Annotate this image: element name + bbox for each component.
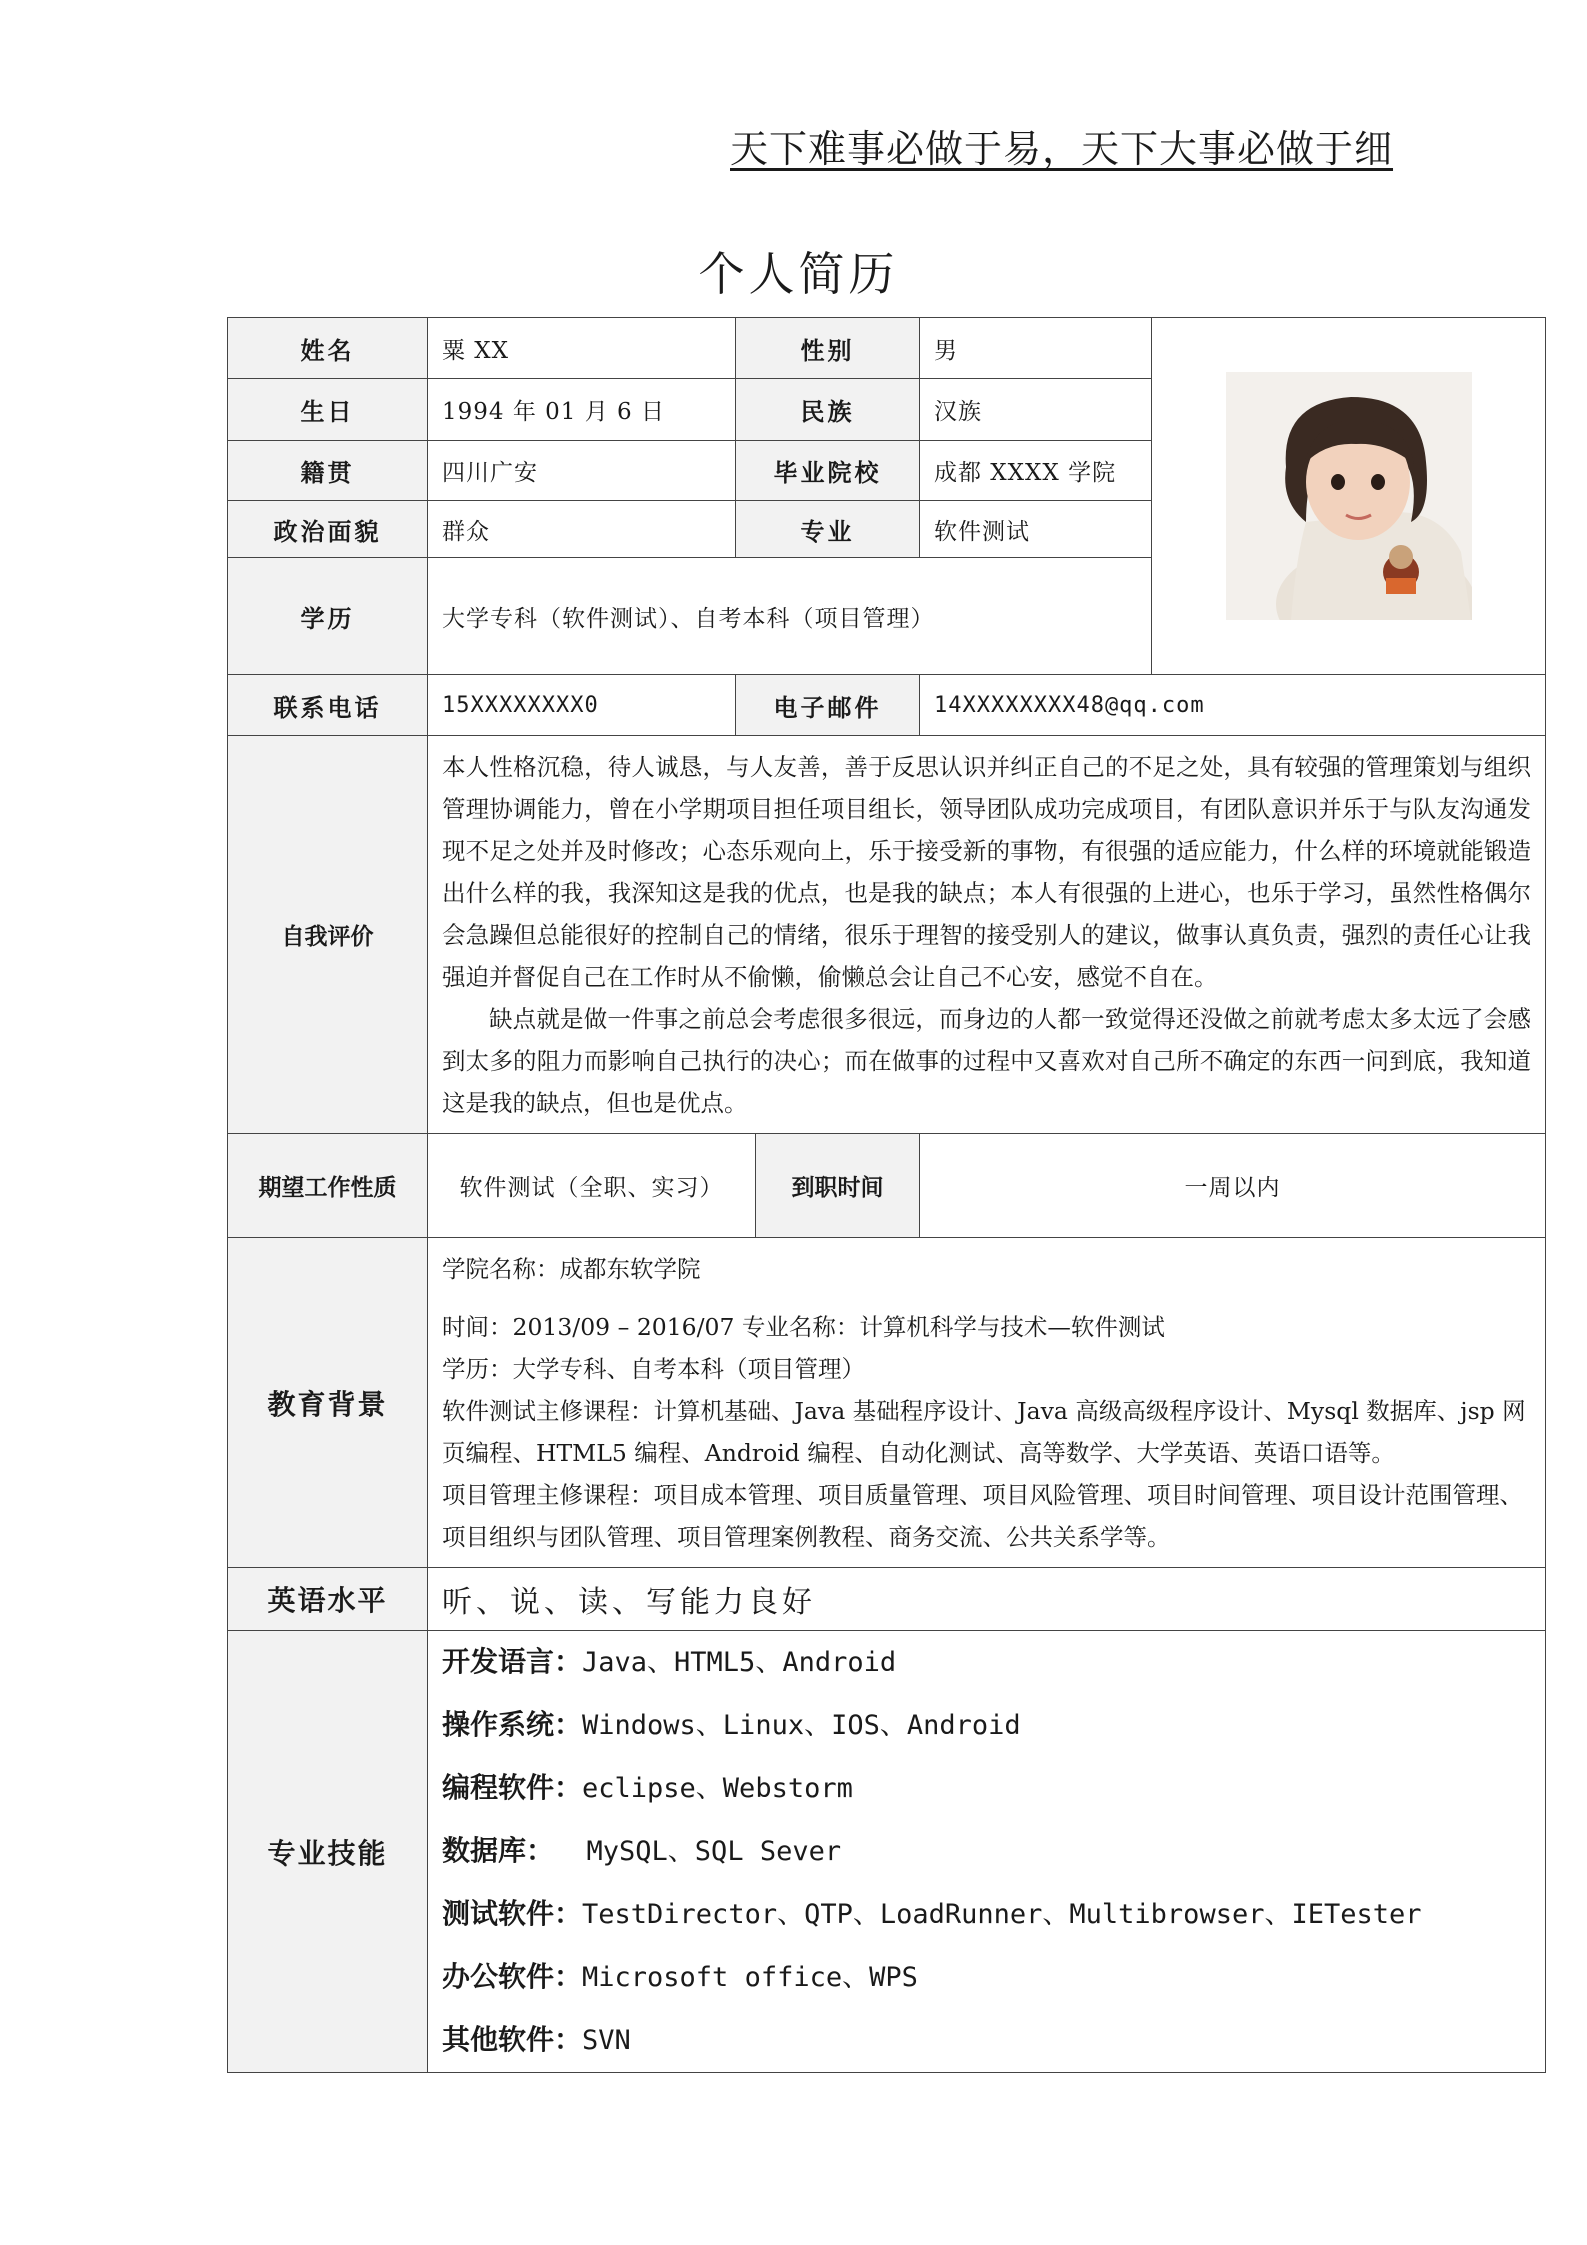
major-label: 专业 bbox=[736, 501, 920, 558]
degree-label: 学历 bbox=[228, 558, 428, 675]
skill-name: 办公软件： bbox=[442, 1960, 583, 1993]
job-type-label: 期望工作性质 bbox=[228, 1134, 428, 1238]
self-eval-text bbox=[428, 736, 1546, 1134]
job-type-value: 软件测试（全职、实习） bbox=[428, 1134, 756, 1238]
political-value: 群众 bbox=[428, 501, 736, 558]
native-label: 籍贯 bbox=[228, 441, 428, 501]
skill-name: 开发语言： bbox=[442, 1645, 583, 1678]
skill-value: MySQL、SQL Sever bbox=[554, 1836, 842, 1867]
resume-table bbox=[227, 317, 1546, 2073]
motto: 天下难事必做于易，天下大事必做于细 bbox=[730, 127, 1394, 171]
skill-value: eclipse、Webstorm bbox=[582, 1773, 853, 1804]
email-value: 14XXXXXXXX48@qq.com bbox=[920, 675, 1546, 736]
skill-name: 操作系统： bbox=[442, 1708, 583, 1741]
political-label: 政治面貌 bbox=[228, 501, 428, 558]
birth-label: 生日 bbox=[228, 379, 428, 441]
education-line: 软件测试主修课程：计算机基础、Java 基础程序设计、Java 高级高级程序设计、Mysql 数据库、jsp 网页编程、HTML5 编程、Android 编程、自动化测试、高等数学、大学英语、英语口语等。 bbox=[442, 1396, 1526, 1467]
skill-item bbox=[442, 1883, 1531, 1946]
skill-item bbox=[442, 1631, 1531, 1694]
skill-item bbox=[442, 1694, 1531, 1757]
english-value: 听、说、读、写能力良好 bbox=[428, 1568, 1546, 1631]
start-time-label: 到职时间 bbox=[756, 1134, 920, 1238]
birth-value: 1994 年 01 月 6 日 bbox=[428, 379, 736, 441]
email-label: 电子邮件 bbox=[736, 675, 920, 736]
major-value: 软件测试 bbox=[920, 501, 1152, 558]
skill-name: 其他软件： bbox=[442, 2023, 583, 2056]
self-eval-paragraph: 缺点就是做一件事之前总会考虑很多很远，而身边的人都一致觉得还没做之前就考虑太多太远了会感到太多的阻力而影响自己执行的决心；而在做事的过程中又喜欢对自己所不确定的东西一问到底，我知道这是我的缺点，但也是优点。 bbox=[442, 1004, 1531, 1117]
gender-label: 性别 bbox=[736, 318, 920, 379]
phone-value: 15XXXXXXXX0 bbox=[428, 675, 736, 736]
gender-value: 男 bbox=[920, 318, 1152, 379]
skills-content bbox=[428, 1631, 1546, 2073]
skills-label: 专业技能 bbox=[228, 1631, 428, 2073]
skill-value: TestDirector、QTP、LoadRunner、Multibrowser、IETester bbox=[582, 1899, 1422, 1930]
skill-item bbox=[442, 1946, 1531, 2009]
name-value: 粟 XX bbox=[428, 318, 736, 379]
phone-label: 联系电话 bbox=[228, 675, 428, 736]
education-line: 时间：2013/09 – 2016/07 专业名称：计算机科学与技术—软件测试 bbox=[442, 1312, 1165, 1341]
ethnic-label: 民族 bbox=[736, 379, 920, 441]
skill-value: SVN bbox=[582, 2025, 631, 2056]
profile-photo bbox=[1226, 372, 1472, 620]
ethnic-value: 汉族 bbox=[920, 379, 1152, 441]
english-label: 英语水平 bbox=[228, 1568, 428, 1631]
start-time-value: 一周以内 bbox=[920, 1134, 1546, 1238]
education-content bbox=[428, 1238, 1546, 1568]
self-eval-paragraph: 本人性格沉稳，待人诚恳，与人友善，善于反思认识并纠正自己的不足之处，具有较强的管理策划与组织管理协调能力，曾在小学期项目担任项目组长，领导团队成功完成项目，有团队意识并乐于与队友沟通发现不足之处并及时修改；心态乐观向上，乐于接受新的事物，有很强的适应能力，什么样的环境就能锻造出什么样的我，我深知这是我的优点，也是我的缺点；本人有很强的上进心，也乐于学习，虽然性格偶尔会急躁但总能很好的控制自己的情绪，很乐于理智的接受别人的建议，做事认真负责，强烈的责任心让我强迫并督促自己在工作时从不偷懒，偷懒总会让自己不心安，感觉不自在。 bbox=[442, 752, 1531, 991]
degree-value: 大学专科（软件测试）、自考本科（项目管理） bbox=[428, 558, 1152, 675]
skill-name: 测试软件： bbox=[442, 1897, 583, 1930]
education-line: 学历：大学专科、自考本科（项目管理） bbox=[442, 1354, 865, 1383]
self-eval-label: 自我评价 bbox=[228, 736, 428, 1134]
skill-item bbox=[442, 1820, 1531, 1883]
page-title: 个人简历 bbox=[698, 247, 899, 301]
skill-name: 编程软件： bbox=[442, 1771, 583, 1804]
skill-name: 数据库： bbox=[442, 1834, 555, 1867]
native-value: 四川广安 bbox=[428, 441, 736, 501]
school-label: 毕业院校 bbox=[736, 441, 920, 501]
education-line: 学院名称：成都东软学院 bbox=[442, 1254, 701, 1283]
skill-item bbox=[442, 1757, 1531, 1820]
name-label: 姓名 bbox=[228, 318, 428, 379]
school-value: 成都 XXXX 学院 bbox=[920, 441, 1152, 501]
education-line: 项目管理主修课程：项目成本管理、项目质量管理、项目风险管理、项目时间管理、项目设计范围管理、项目组织与团队管理、项目管理案例教程、商务交流、公共关系学等。 bbox=[442, 1480, 1523, 1551]
education-label: 教育背景 bbox=[228, 1238, 428, 1568]
skill-value: Java、HTML5、Android bbox=[582, 1647, 897, 1678]
skill-item bbox=[442, 2009, 1531, 2072]
skill-value: Windows、Linux、IOS、Android bbox=[582, 1710, 1021, 1741]
skill-value: Microsoft office、WPS bbox=[582, 1962, 918, 1993]
photo-cell bbox=[1152, 318, 1546, 675]
